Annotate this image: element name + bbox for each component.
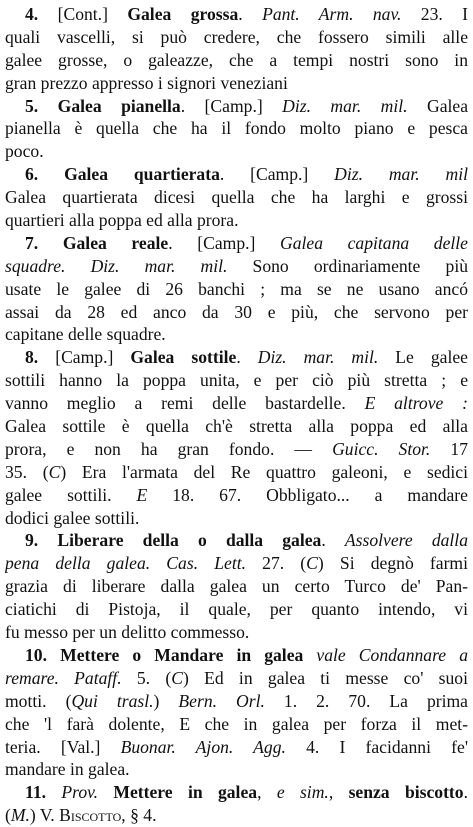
entry-number: 11. [25,782,47,803]
text-run: grazia di liberare dalla galea un certo Turco de' Pan- [5,576,468,597]
text-run: poco. [5,141,44,162]
entry-text-line [5,484,468,507]
text-run: fu messo per un delitto commesso. [5,622,250,643]
text-run: 35. ( [5,461,49,482]
text-run: assai da 28 ed anco da 30 e più, che servono per [5,301,468,322]
text-run: prora, e non ha gran fondo. — [5,438,333,459]
text-run: ( [5,805,11,826]
text-run: [Camp.] [38,347,131,368]
dictionary-entry [5,232,468,346]
entry-text-line [5,736,468,759]
entry-text-line [5,140,468,163]
citation: M. [10,805,30,826]
citation: Bern. Orl. [178,690,265,711]
cross-reference: Biscotto [59,805,122,826]
entry-text-line [5,415,468,438]
entry-heading-line [5,163,468,186]
entry-heading-line [5,781,468,804]
text-run [38,164,64,184]
headword: Galea pianella [57,95,181,116]
citation: C [48,461,61,482]
text-run: Galea sottile è quella ch'è stretta alla poppa ed alla [5,416,468,437]
text-run: Galea [407,95,468,116]
text-run: sottili hanno la poppa unita, e per ciò più stretta ; e [5,370,468,391]
text-run: motti. ( [5,690,72,711]
entry-text-line [5,575,468,598]
text-run: ) [153,690,179,711]
entry-heading-line [5,3,468,26]
entry-text-line [5,713,468,736]
text-run [303,645,316,665]
entry-number: 7. [25,232,39,253]
headword: senza biscotto [348,782,464,803]
text-run: che 'l farà dolente, E che in galea per forza il met- [5,713,468,734]
dictionary-entry [5,644,468,781]
entry-number: 5. [25,95,39,116]
text-run: 23. I [401,4,468,24]
text-run: . [321,530,345,551]
entry-text-line [5,461,468,484]
entry-text-line [5,117,468,140]
text-run: ) Era l'armata del Re quattro galeoni, e sedici [60,461,468,482]
entry-text-line [5,255,468,278]
text-run: mandare in galea. [5,759,130,780]
text-run: Le galee [378,347,468,368]
citation: E altrove : [364,393,468,414]
entry-text-line [5,369,468,392]
entry-number: 8. [25,347,39,368]
text-run [38,530,57,550]
text-run: quali vascelli, si può credere, che fossero simili alle [5,26,468,47]
entry-text-line [5,392,468,415]
entry-text-line [5,26,468,49]
text-run: , § 4. [121,805,157,826]
text-run: . [Camp.] [180,95,283,116]
text-run: 17 [430,438,468,459]
entry-number: 9. [25,530,39,551]
headword: Mettere in galea [113,782,258,803]
text-run: capitane delle squadre. [5,324,166,345]
text-run: . [236,347,258,368]
headword: Galea reale [62,232,169,253]
headword: Galea sottile [130,347,237,368]
entry-text-line [5,758,468,781]
entry-text-line [5,598,468,621]
entry-heading-line [5,346,468,369]
citation: pena della galea. Cas. Lett. [5,553,247,574]
text-run: pianella è quella che ha il fondo molto piano e pesca [5,118,468,139]
entry-heading-line [5,232,468,255]
citation: Prov. [61,782,99,803]
entry-text-line [5,552,468,575]
text-run: dodici galee sottili. [5,507,140,528]
text-run: ) V. [29,805,60,826]
text-run: ciatichi di Pistoja, il quale, per quanto intendo, vi [5,599,468,620]
citation: Diz. mar. mil. [282,95,408,116]
citation: Diz. mar. mil. [257,347,379,368]
entry-text-line [5,186,468,209]
text-run: , [257,782,277,803]
citation: Guicc. Stor. [332,438,431,459]
entry-text-line [5,323,468,346]
text-run: 27. ( [246,553,307,574]
citation: vale Condannare a [316,644,468,665]
citation: Pant. Arm. nav. [262,4,402,24]
text-run: , [328,782,349,803]
text-run [38,96,57,116]
text-run: quartieri alla poppa ed alla prora. [5,210,239,231]
dictionary-entry [5,346,468,529]
entry-text-line [5,667,468,690]
dictionary-entry [5,95,468,164]
text-run: Galea quartierata dicesi quella che ha larghi e grossi [5,187,468,208]
text-run: [Cont.] [38,4,128,24]
citation: e sim. [276,782,329,803]
dictionary-entry [5,781,468,827]
citation: Galea capitana delle [280,232,468,253]
citation: C [306,553,318,574]
entry-heading-line [5,529,468,552]
entry-text-line [5,209,468,232]
citation: Diz. mar. mil [334,164,468,185]
headword: Galea grossa [127,4,239,24]
text-run: teria. [Val.] [5,736,121,757]
dictionary-entry [5,163,468,232]
text-run: . [463,782,468,803]
text-run: . [Camp.] [219,164,335,185]
entry-heading-line [5,644,468,667]
text-run [38,233,63,253]
text-run: usate le galee di 26 banchi ; ma se ne usano ancó [5,278,468,299]
citation: remare. Pataff. [5,667,122,688]
entry-text-line [5,621,468,644]
text-run: galee sottili. [5,484,137,505]
text-run [47,645,60,665]
citation: squadre. Diz. mar. mil. [5,255,228,276]
dictionary-entry [5,529,468,643]
entry-text-line [5,438,468,461]
dictionary-page [5,3,468,827]
citation: C [171,667,183,688]
entry-text-line [5,301,468,324]
text-run: 1. 2. 70. La prima [264,690,468,711]
headword: Liberare della o dalla galea [57,530,322,551]
entry-number: 4. [25,4,39,24]
entry-text-line [5,278,468,301]
entry-heading-line [5,95,468,118]
entry-list [5,3,468,827]
text-run [46,782,61,802]
entry-number: 6. [25,164,39,185]
text-run: vanno meglio a remi delle bastardelle. [5,393,365,414]
entry-text-line [5,72,468,95]
citation: Assolvere dalla [344,530,468,551]
headword: Mettere o Mandare in galea [60,644,304,665]
citation: Qui trasl. [71,690,154,711]
text-run: . [Camp.] [168,232,280,253]
entry-number: 10. [25,644,47,665]
text-run: galee grosse, o galeazze, che a tempi nostri sono in [5,49,468,70]
text-run: . [238,4,263,24]
text-run: 5. ( [121,667,172,688]
headword: Galea quartierata [64,164,220,185]
entry-text-line [5,804,468,827]
dictionary-entry [5,3,468,95]
text-run: gran prezzo appresso i signori veneziani [5,72,288,93]
text-run: ) Si degnò farmi [317,553,468,574]
entry-text-line [5,507,468,530]
entry-text-line [5,49,468,72]
citation: Buonar. Ajon. Agg. [120,736,286,757]
text-run: 4. I facidanni fe' [285,736,468,757]
text-run: Sono ordinariamente più [227,255,468,276]
entry-text-line [5,690,468,713]
text-run: 18. 67. Obbligato... a mandare [147,484,468,505]
citation: E [136,484,148,505]
text-run [98,782,113,802]
text-run: ) Ed in galea ti messe co' suoi [182,667,468,688]
